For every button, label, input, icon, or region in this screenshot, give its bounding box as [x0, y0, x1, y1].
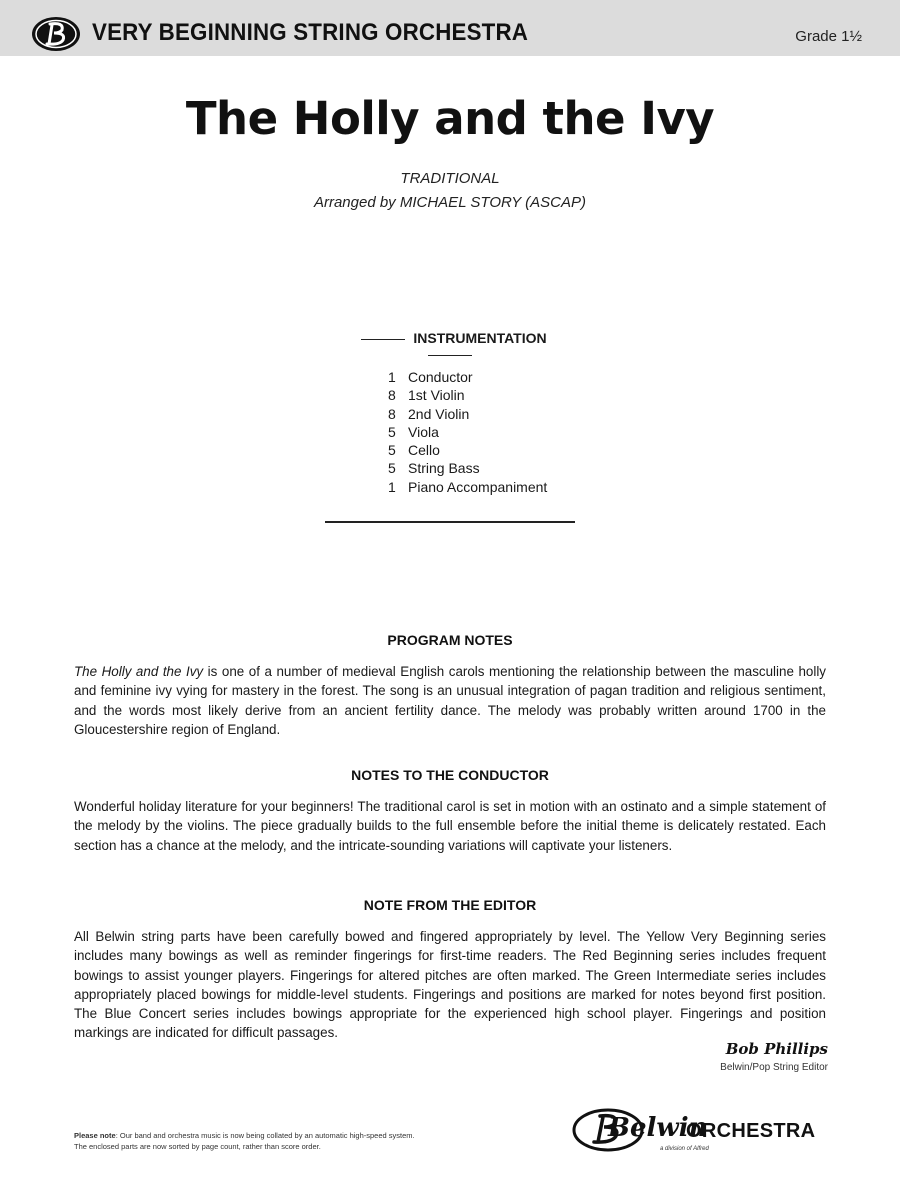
collation-footnote — [74, 1130, 514, 1152]
page-title: The Holly and the Ivy — [185, 92, 715, 145]
composer-credit: TRADITIONAL — [400, 170, 500, 187]
program-notes-title: The Holly and the Ivy — [74, 664, 204, 679]
instrument-count: 1 — [388, 478, 396, 495]
instrument-name: 1st Violin — [408, 387, 465, 404]
program-notes-text: is one of a number of medieval English carols mentioning the relationship between the masculine holly and feminine ivy vying for mastery in the forest. The song is an unusual integration of pagan tradition and religious sentiment, and the words most likely derive from an ancient fertility dance. The melody was probably written around 1700 in the Gloucestershire region of England. — [74, 664, 826, 737]
brand-subtitle: a division of Alfred — [660, 1146, 709, 1152]
instrument-item — [388, 386, 547, 404]
series-title: VERY BEGINNING STRING ORCHESTRA — [92, 19, 529, 46]
instrument-count: 5 — [388, 442, 396, 459]
program-notes-body — [74, 662, 826, 739]
instrument-count: 1 — [388, 369, 396, 385]
instrumentation-list — [388, 368, 547, 496]
instrument-name: Viola — [408, 423, 439, 440]
instrument-name: Piano Accompaniment — [408, 478, 548, 495]
brand-suffix: ORCHESTRA — [686, 1120, 816, 1142]
instrument-name: 2nd Violin — [408, 405, 470, 422]
arranger-credit: Arranged by MICHAEL STORY (ASCAP) — [313, 194, 587, 211]
editor-note-body: All Belwin string parts have been carefully bowed and fingered appropriately by level. The Yellow Very Beginning series includes many bowings as well as reminder fingerings for first-time readers. The Red Beginning series includes frequent bowings to assist younger players. Fingerings for altered pitches are often marked. The Green Intermediate series includes appropriately placed bowings for middle-level students. Fingerings and positions are marked for notes beyond first position. The Blue Concert series includes bowings appropriate for the experienced high school player. Fingerings and position markings are indicated for difficult passages. — [74, 929, 826, 1041]
instrument-item — [388, 459, 547, 477]
footnote-label: Please note — [74, 1131, 116, 1140]
instrument-item — [388, 405, 547, 423]
instrument-name: Cello — [408, 442, 440, 459]
footnote-line2: The enclosed parts are now sorted by page count, rather than score order. — [74, 1142, 321, 1151]
instrument-item — [388, 441, 547, 459]
instrument-count: 8 — [388, 387, 396, 404]
conductor-notes-body: Wonderful holiday literature for your beginners! The traditional carol is set in motion with an ostinato and a simple statement of the melody by the violins. The piece gradually builds to the full ensemble before the initial theme is delicately restated. Each section has a chance at the melody, and the intricate-sounding variations will captivate your listeners. — [74, 799, 826, 853]
instrument-item — [388, 423, 547, 441]
heading-rule-right — [428, 355, 472, 357]
instrument-count: 5 — [388, 423, 396, 440]
instrumentation-heading — [325, 330, 575, 362]
series-header — [0, 0, 900, 56]
conductor-notes-heading: NOTES TO THE CONDUCTOR — [351, 767, 549, 783]
footnote-line1: : Our band and orchestra music is now being collated by an automatic high-speed system. — [115, 1131, 415, 1140]
instrumentation-divider — [325, 521, 575, 523]
instrument-name: String Bass — [408, 460, 480, 477]
program-notes-heading: PROGRAM NOTES — [387, 632, 513, 648]
instrument-count: 5 — [388, 460, 396, 477]
editor-note-heading: NOTE FROM THE EDITOR — [363, 897, 537, 913]
editor-role: Belwin/Pop String Editor — [720, 1062, 828, 1073]
instrumentation-heading-label: INSTRUMENTATION — [413, 330, 547, 346]
heading-rule-left — [361, 339, 405, 341]
instrument-item — [388, 368, 547, 386]
editor-signature: Bob Phillips — [725, 1040, 828, 1058]
brand-wordmark: Belwin — [608, 1113, 708, 1143]
grade-label: Grade 1½ — [795, 28, 862, 45]
instrument-count: 8 — [388, 405, 396, 422]
belwin-b-logo-icon — [30, 14, 82, 54]
instrument-name: Conductor — [408, 369, 473, 385]
instrument-item — [388, 478, 547, 496]
